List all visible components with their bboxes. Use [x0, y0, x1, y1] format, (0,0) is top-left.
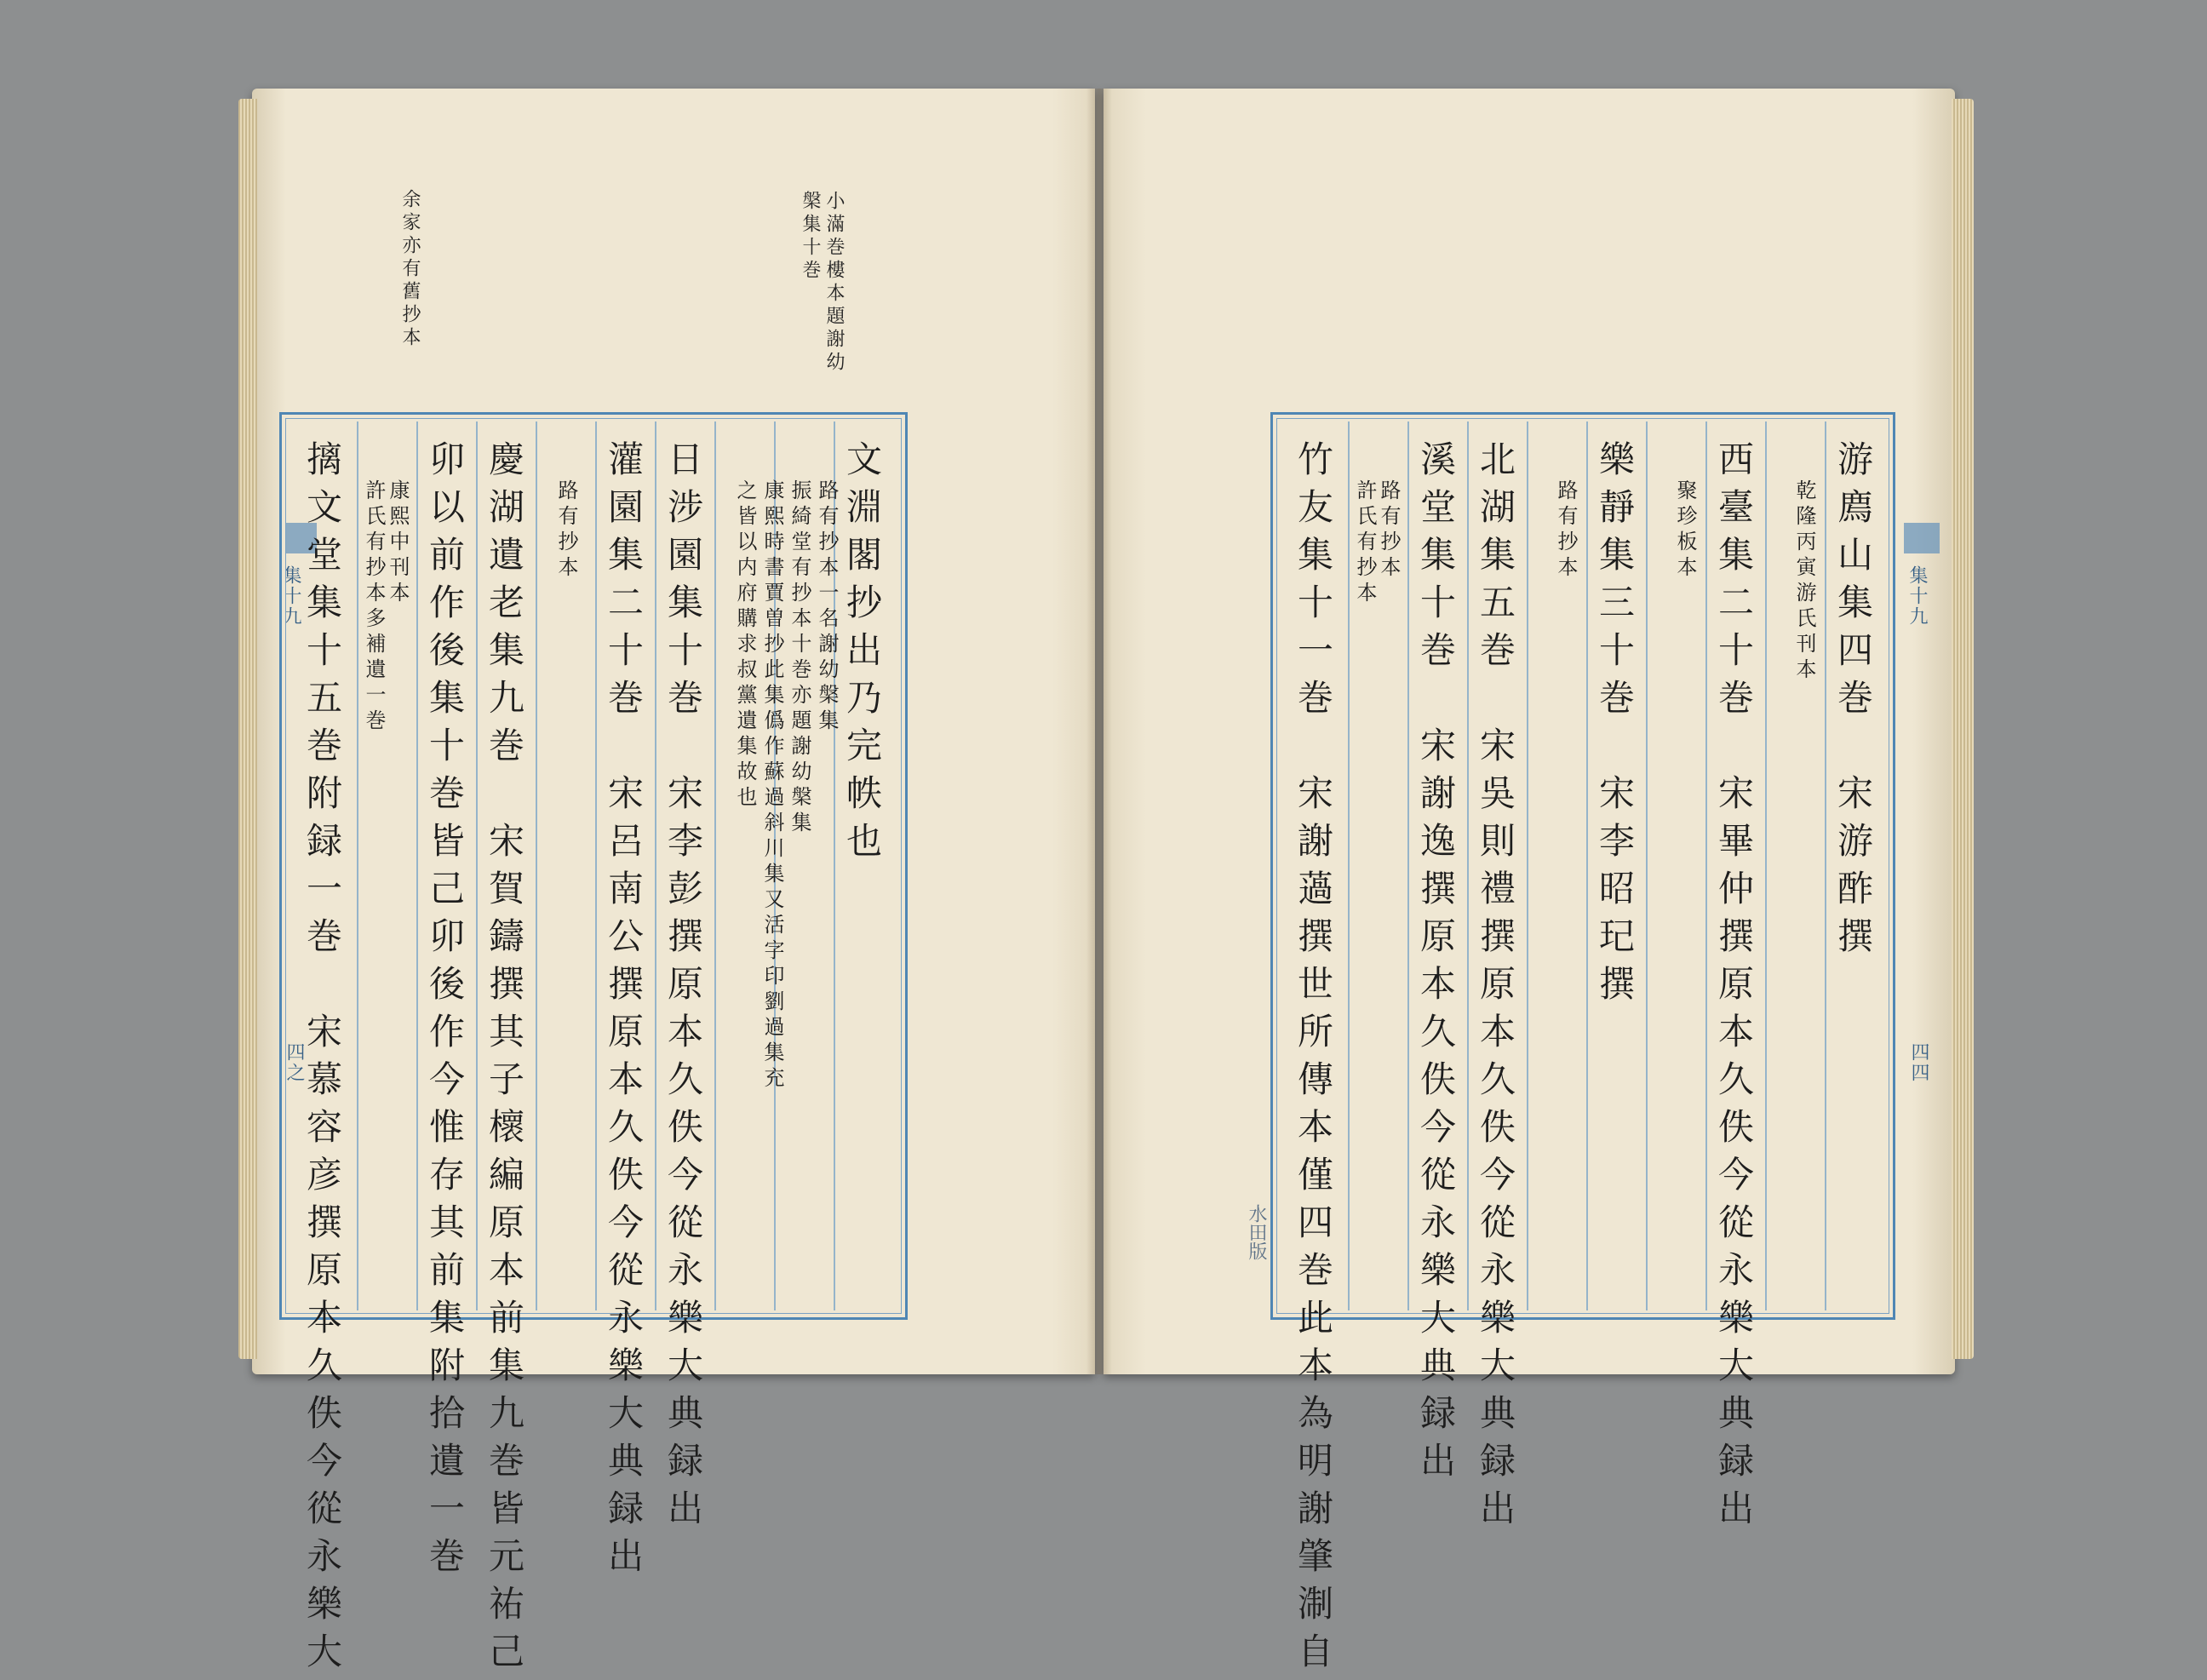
right-col-7: 北湖集五巻 宋吳則禮撰原本久佚今從永樂大典録出 [1475, 440, 1516, 1537]
left-col-8: 路有抄本 [554, 479, 578, 582]
right-side-label: 集十九 [1906, 565, 1928, 627]
left-col-2: 路有抄本一名謝幼槃集 [815, 479, 839, 735]
right-blue-tab [1904, 523, 1940, 553]
right-col-6: 路有抄本 [1554, 479, 1578, 582]
left-col-3: 振綺堂有抄本十巻亦題謝幼槃集 [788, 479, 811, 837]
left-col-12: 許氏有抄本多補遺一巻 [362, 479, 386, 735]
right-col-8: 溪堂集十巻 宋謝逸撰原本久佚今從永樂大典録出 [1415, 440, 1457, 1489]
right-page [1104, 89, 1955, 1680]
left-col-1: 文淵閣抄出乃完帙也 [841, 440, 883, 869]
right-col-5: 樂靜集三十巻 宋李昭玘撰 [1594, 440, 1636, 1012]
margin-note-1: 小滿巻樓本題謝幼 [823, 191, 845, 375]
left-col-6: 日涉園集十巻 宋李彭撰原本久佚今從永樂大典録出 [662, 440, 704, 1537]
right-col-2: 乾隆丙寅游氏刊本 [1792, 479, 1816, 684]
right-text-frame [1270, 412, 1895, 1680]
left-col-10: 卯以前作後集十巻皆己卯後作今惟存其前集附拾遺一巻 [424, 440, 466, 1585]
right-page-number: 四四 [1908, 1042, 1929, 1083]
left-col-7: 灌園集二十巻 宋呂南公撰原本久佚今從永樂大典録出 [603, 440, 645, 1585]
right-col-11: 竹友集十一巻 宋謝薖撰世所傳本僅四巻此本為明謝肇淛自 [1293, 440, 1334, 1680]
margin-note-2: 槃集十巻 [800, 191, 821, 283]
right-col-9: 路有抄本 [1377, 479, 1401, 582]
left-col-5: 之皆以内府購求叔黨遺集故也 [733, 479, 757, 811]
right-col-4: 聚珍板本 [1673, 479, 1697, 582]
left-page-edges [238, 99, 257, 1359]
right-col-1: 游廌山集四巻 宋游酢撰 [1832, 440, 1874, 965]
left-col-9: 慶湖遺老集九巻 宋賀鑄撰其子櫰編原本前集九巻皆元祐己 [484, 440, 525, 1680]
left-side-label: 集十九 [280, 565, 301, 627]
right-page-edges [1952, 99, 1974, 1359]
left-col-11: 康熙中刊本 [386, 479, 410, 607]
book-gutter [1086, 89, 1112, 1374]
left-page [252, 89, 1095, 1680]
printer-seal: 水田版 [1246, 1204, 1267, 1260]
left-text-frame [279, 412, 908, 1680]
left-page-number: 四之 [284, 1042, 305, 1083]
left-col-13: 摛文堂集十五巻附録一巻 宋慕容彦撰原本久佚今從永樂大 [301, 440, 343, 1680]
margin-note-3: 余家亦有舊抄本 [399, 189, 421, 350]
right-col-10: 許氏有抄本 [1353, 479, 1377, 607]
right-col-3: 西臺集二十巻 宋畢仲撰原本久佚今從永樂大典録出 [1713, 440, 1755, 1537]
open-book [252, 89, 1955, 1680]
left-col-4: 康熙時書賈曽抄此集僞作蘇過斜川集又活字印劉過集充 [760, 479, 784, 1092]
